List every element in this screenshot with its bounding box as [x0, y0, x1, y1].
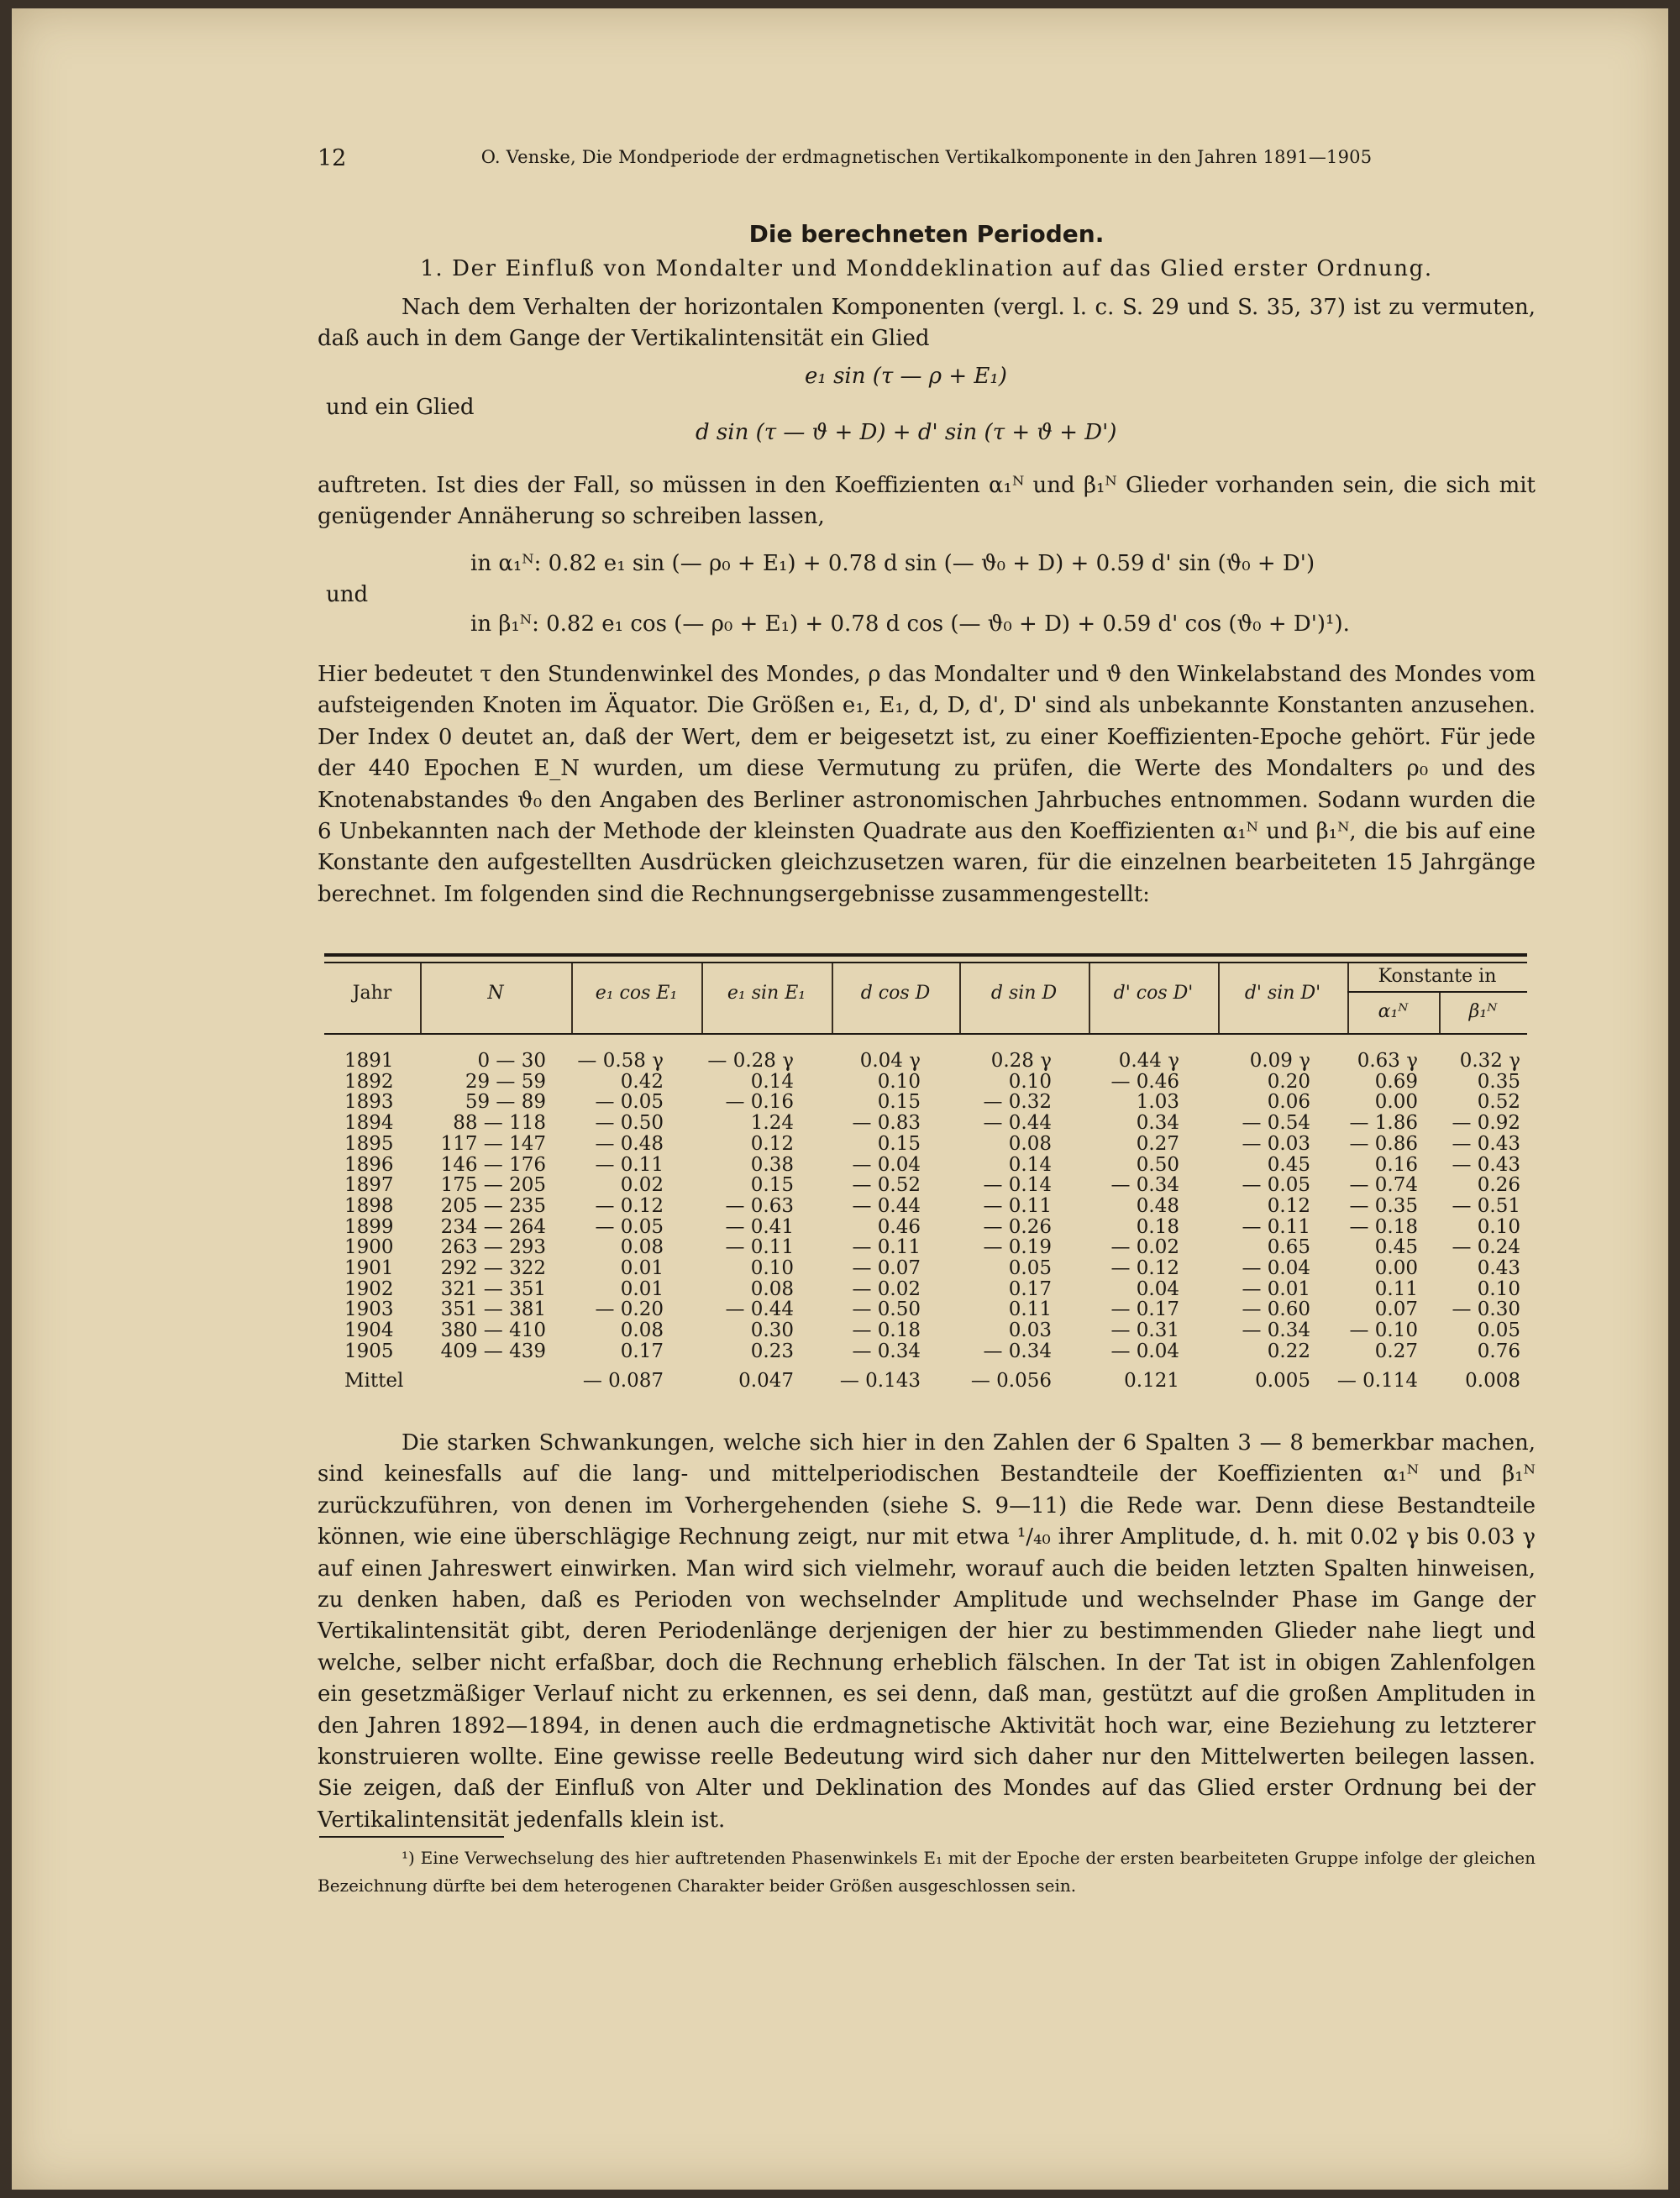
value-cell: 0.07	[1374, 1298, 1418, 1321]
value-cell: — 0.05	[595, 1091, 664, 1114]
value-cell: 0.14	[750, 1070, 794, 1093]
value-cell: — 0.11	[852, 1236, 921, 1259]
value-cell: 0.08	[750, 1277, 794, 1300]
year-cell: 1896	[344, 1153, 394, 1176]
footnote-rule	[319, 1836, 504, 1838]
n-range-cell: 146 — 176	[440, 1153, 546, 1176]
formula-alpha: in α₁ᴺ: 0.82 e₁ sin (— ρ₀ + E₁) + 0.78 d sin (— ϑ₀ + D) + 0.59 d' sin (ϑ₀ + D')	[470, 551, 1315, 576]
value-cell: 0.26	[1477, 1174, 1520, 1197]
discussion-paragraph: Die starken Schwankungen, welche sich hier in den Zahlen der 6 Spalten 3 — 8 bemerkbar machen, sind keinesfalls auf die lang- und mittelperiodischen Bestandteile der Koeffizienten α₁ᴺ und β₁ᴺ zurückzuführen, von denen im Vorhergehenden (siehe S. 9—11) die Rede war. Denn diese Bestandteile können, wie eine überschlägige Rechnung zeigt, nur mit etwa ¹/₄₀ ihrer Amplitude, d. h. mit 0.02 γ bis 0.03 γ auf einen Jahreswert einwirken. Man wird sich vielmehr, worauf auch die beiden letzten Spalten hinweisen, zu denken haben, daß es Perioden von wechselnder Amplitude und wechselnder Phase im Gange der Vertikalintensität gibt, deren Periodenlänge derjenigen der hier zu bestimmenden Glieder nahe liegt und welche, selber nicht erfaßbar, doch die Rechnung erheblich fälschen. In der Tat ist in obigen Zahlenfolgen ein gesetzmäßiger Verlauf nicht zu erkennen, es sei denn, daß man, gestützt auf die großen Amplituden in den Jahren 1892—1894, in denen auch die erdmagnetische Aktivität hoch war, eine Beziehung zu letzterer konstruieren wollte. Eine gewisse reelle Bedeutung wird sich daher nur den Mittelwerten beilegen lassen. Sie zeigen, daß der Einfluß von Alter und Deklination des Mondes auf das Glied erster Ordnung bei der Vertikalintensität jedenfalls klein ist.	[318, 1430, 1536, 1833]
year-cell: 1900	[344, 1236, 394, 1259]
value-cell: — 0.04	[1242, 1257, 1310, 1279]
value-cell: — 0.11	[595, 1153, 664, 1176]
table-top-rule	[324, 953, 1527, 957]
value-cell: — 0.30	[1452, 1298, 1520, 1321]
n-range-cell: 0 — 30	[477, 1050, 546, 1072]
value-cell: — 0.50	[595, 1112, 664, 1135]
value-cell: — 0.01	[1242, 1277, 1310, 1300]
value-cell: — 0.43	[1452, 1153, 1520, 1176]
value-cell: 0.00	[1374, 1257, 1418, 1279]
value-cell: 0.12	[750, 1132, 794, 1155]
value-cell: — 0.28 γ	[707, 1050, 794, 1072]
value-cell: 0.11	[1374, 1277, 1418, 1300]
value-cell: 0.12	[1267, 1194, 1310, 1217]
value-cell: 0.44 γ	[1118, 1050, 1179, 1072]
subsection-heading: 1. Der Einfluß von Mondalter und Monddeklination auf das Glied erster Ordnung.	[420, 256, 1433, 281]
intro-paragraph-1: Nach dem Verhalten der horizontalen Komponenten (vergl. l. c. S. 29 und S. 35, 37) ist zu vermuten, daß auch in dem Gange der Vertikalintensität ein Glied	[318, 295, 1536, 352]
value-cell: 0.18	[1136, 1215, 1179, 1238]
n-range-cell: 117 — 147	[440, 1132, 546, 1155]
year-cell: 1902	[344, 1277, 394, 1300]
value-cell: — 0.14	[983, 1174, 1052, 1197]
value-cell: 0.047	[738, 1369, 794, 1392]
value-cell: — 0.087	[582, 1369, 664, 1392]
value-cell: — 0.44	[852, 1194, 921, 1217]
value-cell: 0.52	[1477, 1091, 1520, 1114]
n-range-cell: 205 — 235	[440, 1194, 546, 1217]
header-n: N	[487, 983, 504, 1004]
year-cell: 1892	[344, 1070, 394, 1093]
value-cell: 0.43	[1477, 1257, 1520, 1279]
value-cell: — 0.74	[1349, 1174, 1418, 1197]
value-cell: — 0.50	[852, 1298, 921, 1321]
value-cell: — 0.32	[983, 1091, 1052, 1114]
value-cell: 0.15	[877, 1132, 921, 1155]
year-cell: 1901	[344, 1257, 394, 1279]
intro-paragraph-3: Hier bedeutet τ den Stundenwinkel des Mondes, ρ das Mondalter und ϑ den Winkelabstand des Mondes vom aufsteigenden Knoten im Äquator. Die Größen e₁, E₁, d, D, d', D' sind als unbekannte Konstanten anzusehen. Der Index 0 deutet an, daß der Wert, dem er beigesetzt ist, zu einer Koeffizienten-Epoche gehört. Für jede der 440 Epochen E_N wurden, um diese Vermutung zu prüfen, die Werte des Mondalters ρ₀ und des Knotenabstandes ϑ₀ den Angaben des Berliner astronomischen Jahrbuches entnommen. Sodann wurden die 6 Unbekannten nach der Methode der kleinsten Quadrate aus den Koeffizienten α₁ᴺ und β₁ᴺ, die bis auf eine Konstante den aufgestellten Ausdrücken gleichzusetzen waren, für die einzelnen bearbeiteten 15 Jahrgänge berechnet. Im folgenden sind die Rechnungsergebnisse zusammengestellt:	[318, 662, 1536, 907]
value-cell: 0.23	[750, 1340, 794, 1362]
value-cell: 0.10	[1477, 1277, 1520, 1300]
n-range-cell: 263 — 293	[440, 1236, 546, 1259]
value-cell: 0.20	[1267, 1070, 1310, 1093]
value-cell: — 0.11	[983, 1194, 1052, 1217]
header-d2sin: d' sin D'	[1244, 983, 1321, 1004]
value-cell: — 0.46	[1110, 1070, 1179, 1093]
value-cell: — 0.35	[1349, 1194, 1418, 1217]
value-cell: — 0.44	[983, 1112, 1052, 1135]
n-range-cell: 321 — 351	[440, 1277, 546, 1300]
n-range-cell: 29 — 59	[465, 1070, 546, 1093]
year-cell: 1903	[344, 1298, 394, 1321]
value-cell: — 0.31	[1110, 1319, 1179, 1342]
footnote: ¹) Eine Verwechselung des hier auftretenden Phasenwinkels E₁ mit der Epoche der ersten bearbeiteten Gruppe infolge der gleichen Bezeichnung dürfte bei dem heterogenen Charakter beider Größen ausgeschlossen sein.	[318, 1848, 1536, 1896]
value-cell: — 0.18	[1349, 1215, 1418, 1238]
running-title-text: O. Venske, Die Mondperiode der erdmagnetischen Vertikalkomponente in den Jahren 1891—1905	[480, 147, 1373, 167]
year-cell: 1904	[344, 1319, 394, 1342]
value-cell: — 0.02	[1110, 1236, 1179, 1259]
value-cell: 0.04	[1136, 1277, 1179, 1300]
value-cell: — 0.34	[983, 1340, 1052, 1362]
value-cell: 0.30	[750, 1319, 794, 1342]
value-cell: — 0.83	[852, 1112, 921, 1135]
header-konstante: Konstante in	[1378, 966, 1497, 987]
value-cell: 0.27	[1136, 1132, 1179, 1155]
formula-d: d sin (τ — ϑ + D) + d' sin (τ + ϑ + D')	[696, 420, 1117, 445]
value-cell: — 0.60	[1242, 1298, 1310, 1321]
value-cell: — 0.58 γ	[577, 1050, 664, 1072]
und-label: und	[326, 582, 369, 607]
header-dcos: d cos D	[860, 983, 931, 1004]
value-cell: 0.76	[1477, 1340, 1520, 1362]
value-cell: 0.02	[620, 1174, 664, 1197]
value-cell: 0.121	[1124, 1369, 1179, 1392]
value-cell: — 0.10	[1349, 1319, 1418, 1342]
value-cell: 0.008	[1465, 1369, 1520, 1392]
value-cell: — 0.07	[852, 1257, 921, 1279]
header-dsin: d sin D	[990, 983, 1058, 1004]
value-cell: — 0.26	[983, 1215, 1052, 1238]
value-cell: — 0.41	[725, 1215, 794, 1238]
value-cell: — 0.19	[983, 1236, 1052, 1259]
year-cell: 1891	[344, 1050, 394, 1072]
header-jahr: Jahr	[352, 983, 392, 1004]
value-cell: 0.05	[1008, 1257, 1052, 1279]
value-cell: 0.08	[1008, 1132, 1052, 1155]
value-cell: — 0.05	[1242, 1174, 1310, 1197]
value-cell: 0.69	[1374, 1070, 1418, 1093]
value-cell: 0.09 γ	[1249, 1050, 1310, 1072]
year-cell: 1897	[344, 1174, 394, 1197]
mean-label: Mittel	[344, 1369, 404, 1392]
n-range-cell: 292 — 322	[440, 1257, 546, 1279]
value-cell: 0.005	[1255, 1369, 1310, 1392]
year-cell: 1895	[344, 1132, 394, 1155]
value-cell: 0.28 γ	[990, 1050, 1052, 1072]
value-cell: 0.38	[750, 1153, 794, 1176]
year-cell: 1899	[344, 1215, 394, 1238]
value-cell: — 0.43	[1452, 1132, 1520, 1155]
n-range-cell: 88 — 118	[453, 1112, 546, 1135]
value-cell: 0.16	[1374, 1153, 1418, 1176]
value-cell: 0.15	[750, 1174, 794, 1197]
year-cell: 1905	[344, 1340, 394, 1362]
und-ein-glied-label: und ein Glied	[326, 395, 475, 420]
intro-paragraph-2: auftreten. Ist dies der Fall, so müssen in den Koeffizienten α₁ᴺ und β₁ᴺ Glieder vorhanden sein, die sich mit genügender Annäherung so schreiben lassen,	[318, 473, 1536, 530]
value-cell: — 0.05	[595, 1215, 664, 1238]
value-cell: 0.01	[620, 1257, 664, 1279]
value-cell: 0.46	[877, 1215, 921, 1238]
value-cell: 0.14	[1008, 1153, 1052, 1176]
value-cell: 0.05	[1477, 1319, 1520, 1342]
value-cell: — 0.03	[1242, 1132, 1310, 1155]
header-beta: β₁ᴺ	[1468, 1001, 1498, 1022]
header-alpha: α₁ᴺ	[1378, 1001, 1409, 1022]
konstante-rule	[1347, 991, 1527, 993]
value-cell: 0.50	[1136, 1153, 1179, 1176]
value-cell: 0.17	[620, 1340, 664, 1362]
table-header-rule	[324, 1033, 1527, 1035]
value-cell: 0.08	[620, 1236, 664, 1259]
value-cell: 0.35	[1477, 1070, 1520, 1093]
value-cell: 0.42	[620, 1070, 664, 1093]
value-cell: — 0.63	[725, 1194, 794, 1217]
value-cell: — 1.86	[1349, 1112, 1418, 1135]
value-cell: — 0.34	[852, 1340, 921, 1362]
value-cell: 0.10	[1008, 1070, 1052, 1093]
value-cell: 0.00	[1374, 1091, 1418, 1114]
value-cell: — 0.86	[1349, 1132, 1418, 1155]
value-cell: — 0.52	[852, 1174, 921, 1197]
value-cell: 0.45	[1267, 1153, 1310, 1176]
value-cell: 1.03	[1136, 1091, 1179, 1114]
n-range-cell: 380 — 410	[440, 1319, 546, 1342]
value-cell: — 0.11	[1242, 1215, 1310, 1238]
year-cell: 1894	[344, 1112, 394, 1135]
value-cell: 0.11	[1008, 1298, 1052, 1321]
value-cell: — 0.02	[852, 1277, 921, 1300]
value-cell: 1.24	[750, 1112, 794, 1135]
value-cell: — 0.114	[1336, 1369, 1418, 1392]
year-cell: 1898	[344, 1194, 394, 1217]
value-cell: — 0.16	[725, 1091, 794, 1114]
value-cell: — 0.48	[595, 1132, 664, 1155]
value-cell: — 0.143	[839, 1369, 921, 1392]
value-cell: — 0.54	[1242, 1112, 1310, 1135]
header-d2cos: d' cos D'	[1113, 983, 1194, 1004]
value-cell: 0.45	[1374, 1236, 1418, 1259]
value-cell: — 0.92	[1452, 1112, 1520, 1135]
value-cell: 0.34	[1136, 1112, 1179, 1135]
value-cell: 0.22	[1267, 1340, 1310, 1362]
value-cell: — 0.056	[970, 1369, 1052, 1392]
value-cell: 0.65	[1267, 1236, 1310, 1259]
value-cell: — 0.44	[725, 1298, 794, 1321]
value-cell: — 0.24	[1452, 1236, 1520, 1259]
page-number: 12	[318, 145, 347, 171]
n-range-cell: 175 — 205	[440, 1174, 546, 1197]
n-range-cell: 234 — 264	[440, 1215, 546, 1238]
n-range-cell: 409 — 439	[440, 1340, 546, 1362]
value-cell: — 0.51	[1452, 1194, 1520, 1217]
running-title	[318, 147, 1536, 167]
n-range-cell: 351 — 381	[440, 1298, 546, 1321]
section-heading: Die berechneten Perioden.	[748, 220, 1105, 248]
value-cell: 0.32 γ	[1459, 1050, 1520, 1072]
value-cell: — 0.04	[1110, 1340, 1179, 1362]
value-cell: — 0.12	[595, 1194, 664, 1217]
value-cell: — 0.18	[852, 1319, 921, 1342]
value-cell: — 0.34	[1110, 1174, 1179, 1197]
value-cell: 0.03	[1008, 1319, 1052, 1342]
value-cell: 0.06	[1267, 1091, 1310, 1114]
header-e1sin: e₁ sin E₁	[727, 983, 806, 1004]
value-cell: 0.10	[1477, 1215, 1520, 1238]
value-cell: 0.04 γ	[859, 1050, 921, 1072]
value-cell: 0.63 γ	[1357, 1050, 1418, 1072]
value-cell: 0.17	[1008, 1277, 1052, 1300]
value-cell: 0.10	[750, 1257, 794, 1279]
value-cell: — 0.04	[852, 1153, 921, 1176]
value-cell: — 0.34	[1242, 1319, 1310, 1342]
n-range-cell: 59 — 89	[465, 1091, 546, 1114]
value-cell: — 0.17	[1110, 1298, 1179, 1321]
year-cell: 1893	[344, 1091, 394, 1114]
value-cell: 0.48	[1136, 1194, 1179, 1217]
header-e1cos: e₁ cos E₁	[595, 983, 678, 1004]
formula-e1: e₁ sin (τ — ρ + E₁)	[805, 364, 1007, 389]
value-cell: — 0.12	[1110, 1257, 1179, 1279]
formula-beta: in β₁ᴺ: 0.82 e₁ cos (— ρ₀ + E₁) + 0.78 d cos (— ϑ₀ + D) + 0.59 d' cos (ϑ₀ + D')¹).	[470, 611, 1350, 637]
value-cell: 0.01	[620, 1277, 664, 1300]
value-cell: — 0.11	[725, 1236, 794, 1259]
value-cell: — 0.20	[595, 1298, 664, 1321]
value-cell: 0.27	[1374, 1340, 1418, 1362]
value-cell: 0.10	[877, 1070, 921, 1093]
value-cell: 0.15	[877, 1091, 921, 1114]
value-cell: 0.08	[620, 1319, 664, 1342]
